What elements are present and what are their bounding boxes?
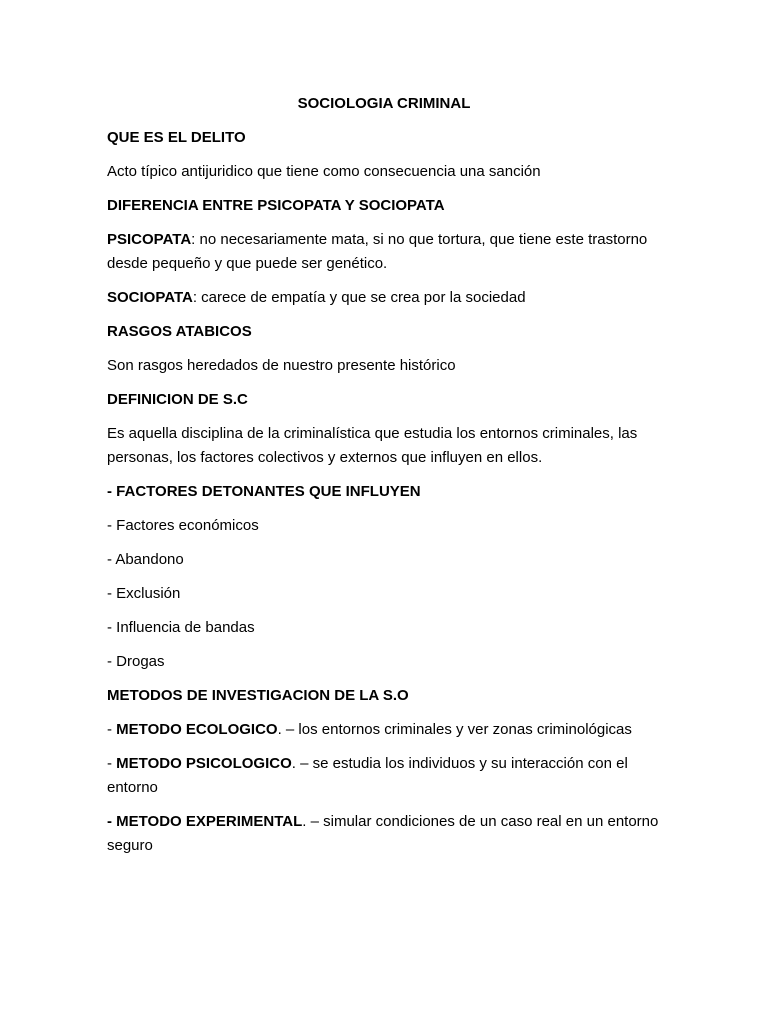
dash-prefix: - [107, 721, 117, 738]
paragraph-delito: Acto típico antijuridico que tiene como consecuencia una sanción [107, 163, 541, 180]
list-item-factor: - Drogas [107, 653, 165, 670]
heading-diferencia: DIFERENCIA ENTRE PSICOPATA Y SOCIOPATA [107, 197, 445, 214]
paragraph-metodo-experimental [107, 810, 667, 858]
paragraph-metodo-ecologico [107, 718, 667, 742]
definition-metodo-experimental: . – simular condiciones de un caso real en un entorno seguro [107, 813, 659, 854]
list-item-factor: - Influencia de bandas [107, 619, 255, 636]
paragraph-rasgos: Son rasgos heredados de nuestro presente histórico [107, 357, 456, 374]
paragraph-sociopata [107, 286, 667, 310]
heading-rasgos-atabicos: RASGOS ATABICOS [107, 323, 252, 340]
heading-metodos: METODOS DE INVESTIGACION DE LA S.O [107, 687, 409, 704]
definition-metodo-ecologico: . – los entornos criminales y ver zonas criminológicas [277, 721, 632, 738]
term-sociopata: SOCIOPATA [107, 289, 193, 306]
paragraph-metodo-psicologico [107, 752, 667, 800]
list-item-factor: - Factores económicos [107, 517, 259, 534]
definition-metodo-psicologico: . – se estudia los individuos y su interacción con el entorno [107, 755, 628, 796]
dash-prefix: - [107, 755, 117, 772]
heading-definicion: DEFINICION DE S.C [107, 391, 248, 408]
paragraph-definicion: Es aquella disciplina de la criminalística que estudia los entornos criminales, las personas, los factores colectivos y externos que influyen en ellos. [107, 425, 638, 466]
term-psicopata: PSICOPATA [107, 231, 192, 248]
definition-psicopata: : no necesariamente mata, si no que tortura, que tiene este trastorno desde pequeño y que puede ser genético. [107, 231, 648, 272]
term-metodo-experimental: - METODO EXPERIMENTAL [107, 813, 303, 830]
heading-factores: - FACTORES DETONANTES QUE INFLUYEN [107, 483, 421, 500]
document-title: SOCIOLOGIA CRIMINAL [297, 95, 471, 112]
definition-sociopata: : carece de empatía y que se crea por la sociedad [192, 289, 526, 306]
list-item-factor: - Abandono [107, 551, 184, 568]
term-metodo-psicologico: METODO PSICOLOGICO [116, 755, 292, 772]
paragraph-psicopata [107, 228, 667, 276]
heading-que-es-el-delito: QUE ES EL DELITO [107, 129, 246, 146]
term-metodo-ecologico: METODO ECOLOGICO [116, 721, 278, 738]
document-body [107, 92, 667, 868]
list-item-factor: - Exclusión [107, 585, 181, 602]
